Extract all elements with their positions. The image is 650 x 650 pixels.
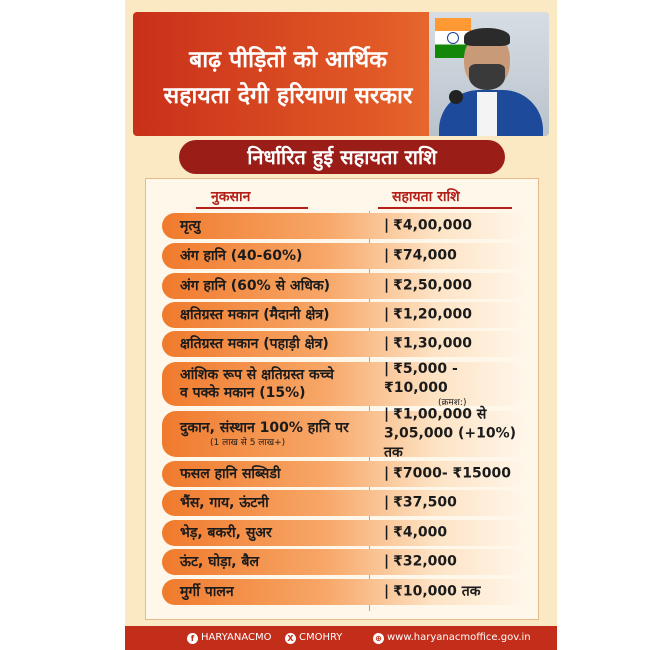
globe-icon: ⊕ xyxy=(373,633,384,644)
table-row xyxy=(162,549,526,575)
table-row xyxy=(162,273,526,299)
damage-cell: क्षतिग्रस्त मकान (पहाड़ी क्षेत्र) xyxy=(180,336,329,352)
table-row xyxy=(162,302,526,328)
table-row xyxy=(162,331,526,357)
damage-cell: आंशिक रूप से क्षतिग्रस्त कच्चे व पक्के मकान (15%) xyxy=(180,367,334,401)
table-row xyxy=(162,520,526,546)
table-row xyxy=(162,243,526,269)
table-row xyxy=(162,461,526,487)
damage-cell: अंग हानि (40-60%) xyxy=(180,248,303,264)
amount-cell: | ₹1,00,000 से 3,05,000 (+10%) तक xyxy=(384,406,516,461)
amount-cell: | ₹37,500 xyxy=(384,494,457,511)
website-link[interactable]: ⊕ www.haryanacmoffice.gov.in xyxy=(373,626,531,650)
subtitle-bar: निर्धारित हुई सहायता राशि xyxy=(179,140,505,174)
assistance-table xyxy=(145,178,539,620)
header-banner xyxy=(133,12,549,136)
header-title xyxy=(143,42,433,114)
header-title-line1: बाढ़ पीड़ितों को आर्थिक xyxy=(189,47,387,73)
table-row xyxy=(162,362,526,406)
poster xyxy=(125,0,557,650)
amount-cell: | ₹32,000 xyxy=(384,553,457,570)
x-link[interactable]: X CMOHRY xyxy=(285,626,342,650)
damage-cell: अंग हानि (60% से अधिक) xyxy=(180,278,330,294)
damage-cell: भैंस, गाय, ऊंटनी xyxy=(180,495,269,511)
amount-cell: | ₹2,50,000 xyxy=(384,277,472,294)
amount-cell: | ₹74,000 xyxy=(384,247,457,264)
amount-cell: | ₹10,000 तक xyxy=(384,583,481,600)
amount-cell: | ₹7000- ₹15000 xyxy=(384,465,511,482)
facebook-icon: f xyxy=(187,633,198,644)
damage-cell: क्षतिग्रस्त मकान (मैदानी क्षेत्र) xyxy=(180,307,330,323)
table-row xyxy=(162,406,526,461)
damage-cell: मृत्यु xyxy=(180,218,201,234)
damage-cell: फसल हानि सब्सिडी xyxy=(180,466,281,482)
damage-cell: भेड़, बकरी, सुअर xyxy=(180,525,272,541)
damage-cell: दुकान, संस्थान 100% हानि पर (1 लाख से 5 लाख+) xyxy=(180,420,349,448)
damage-note: (1 लाख से 5 लाख+) xyxy=(210,438,286,448)
chief-minister-photo xyxy=(429,12,549,136)
x-icon: X xyxy=(285,633,296,644)
amount-cell: | ₹1,30,000 xyxy=(384,335,472,352)
footer-bar xyxy=(125,626,557,650)
amount-cell: | ₹5,000 - ₹10,000 (क्रमश:) xyxy=(384,360,526,408)
microphone-icon xyxy=(449,90,463,104)
table-row xyxy=(162,579,526,605)
column-header-damage: नुकसान xyxy=(211,189,251,205)
column-header-amount: सहायता राशि xyxy=(392,189,460,205)
amount-cell: | ₹4,00,000 xyxy=(384,217,472,234)
header-underline xyxy=(196,207,308,209)
facebook-link[interactable]: f HARYANACMO xyxy=(187,626,271,650)
header-underline xyxy=(378,207,512,209)
table-row xyxy=(162,213,526,239)
damage-cell: मुर्गी पालन xyxy=(180,584,234,600)
amount-cell: | ₹4,000 xyxy=(384,524,448,541)
damage-cell: ऊंट, घोड़ा, बैल xyxy=(180,554,259,570)
amount-note: (क्रमश:) xyxy=(438,398,467,408)
header-title-line2: सहायता देगी हरियाणा सरकार xyxy=(163,83,413,109)
table-row xyxy=(162,490,526,516)
amount-cell: | ₹1,20,000 xyxy=(384,306,472,323)
